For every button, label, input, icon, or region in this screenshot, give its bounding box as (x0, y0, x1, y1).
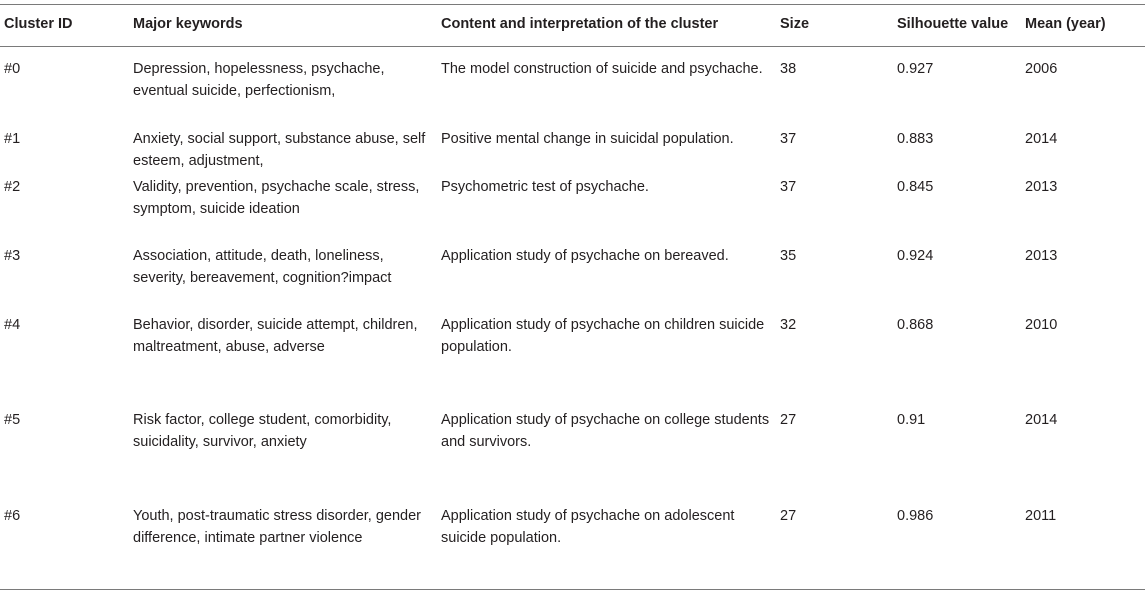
table-row (0, 177, 1145, 246)
cell-size: 38 (780, 61, 797, 77)
table-row (0, 506, 1145, 562)
cell-cluster-id: #2 (4, 179, 21, 195)
table-row (0, 246, 1145, 315)
cell-silhouette: 0.91 (897, 412, 926, 428)
cell-mean-year: 2010 (1025, 317, 1058, 333)
table-row (0, 410, 1145, 506)
cell-cluster-id: #1 (4, 131, 21, 147)
cell-mean-year: 2013 (1025, 179, 1058, 195)
header-major-keywords: Major keywords (129, 5, 437, 47)
cell-cluster-id: #6 (4, 508, 21, 524)
header-mean-year: Mean (year) (1021, 5, 1145, 47)
cell-silhouette: 0.924 (897, 248, 934, 264)
cell-size: 32 (780, 317, 797, 333)
cell-silhouette: 0.868 (897, 317, 934, 333)
cell-keywords: Behavior, disorder, suicide attempt, children, maltreatment, abuse, adverse (133, 317, 418, 355)
cell-content: Application study of psychache on bereaved. (441, 248, 729, 264)
cell-mean-year: 2013 (1025, 248, 1058, 264)
cell-silhouette: 0.883 (897, 131, 934, 147)
cell-size: 27 (780, 412, 797, 428)
cell-content: The model construction of suicide and psychache. (441, 61, 763, 77)
table-header (0, 5, 1145, 47)
cell-size: 35 (780, 248, 797, 264)
cell-keywords: Association, attitude, death, loneliness, severity, bereavement, cognition?impact (133, 248, 392, 286)
header-silhouette: Silhouette value (893, 5, 1021, 47)
cell-cluster-id: #0 (4, 61, 21, 77)
cell-mean-year: 2006 (1025, 61, 1058, 77)
header-row (0, 5, 1145, 47)
cell-keywords: Anxiety, social support, substance abuse, self esteem, adjustment, (133, 131, 426, 169)
cell-content: Application study of psychache on children suicide population. (441, 317, 765, 355)
cell-cluster-id: #3 (4, 248, 21, 264)
cell-mean-year: 2011 (1025, 508, 1057, 524)
header-size: Size (776, 5, 893, 47)
cell-keywords: Depression, hopelessness, psychache, eventual suicide, perfectionism, (133, 61, 385, 99)
cell-content: Application study of psychache on adolescent suicide population. (441, 508, 735, 546)
table-row (0, 129, 1145, 177)
cluster-table (0, 4, 1145, 562)
cell-silhouette: 0.927 (897, 61, 934, 77)
cell-silhouette: 0.986 (897, 508, 934, 524)
cell-silhouette: 0.845 (897, 179, 934, 195)
cell-size: 37 (780, 131, 797, 147)
cell-content: Positive mental change in suicidal population. (441, 131, 734, 147)
cell-content: Application study of psychache on college students and survivors. (441, 412, 770, 450)
header-cluster-id: Cluster ID (0, 5, 129, 47)
cell-cluster-id: #4 (4, 317, 21, 333)
cell-keywords: Youth, post-traumatic stress disorder, gender difference, intimate partner violence (133, 508, 422, 546)
cell-content: Psychometric test of psychache. (441, 179, 649, 195)
table-body (0, 47, 1145, 563)
cell-cluster-id: #5 (4, 412, 21, 428)
cell-keywords: Risk factor, college student, comorbidity, suicidality, survivor, anxiety (133, 412, 392, 450)
table-row (0, 315, 1145, 410)
cell-keywords: Validity, prevention, psychache scale, stress, symptom, suicide ideation (133, 179, 420, 217)
cell-size: 37 (780, 179, 797, 195)
table-row (0, 47, 1145, 130)
header-content: Content and interpretation of the cluster (437, 5, 776, 47)
cell-mean-year: 2014 (1025, 131, 1058, 147)
cell-mean-year: 2014 (1025, 412, 1058, 428)
cell-size: 27 (780, 508, 797, 524)
